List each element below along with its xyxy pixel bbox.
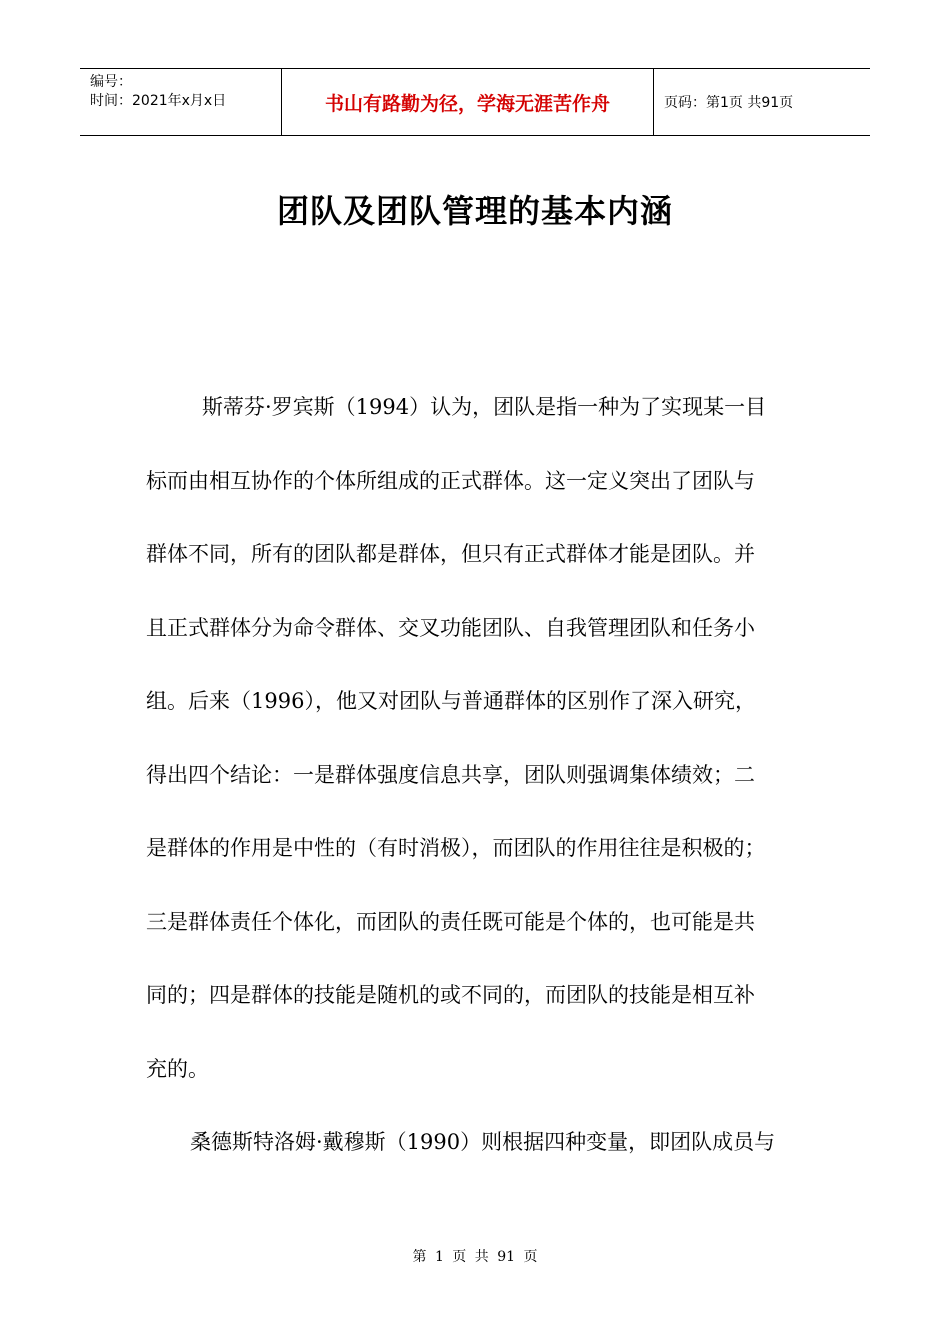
header-page-cell	[654, 69, 870, 135]
paragraph-1-line: 群体不同，所有的团队都是群体，但只有正式群体才能是团队。并	[146, 542, 755, 566]
paragraph-1-line: 是群体的作用是中性的（有时消极），而团队的作用往往是积极的；	[146, 836, 766, 860]
paragraph-1-line: 充的。	[146, 1056, 209, 1081]
header-motto: 书山有路勤为径，学海无涯苦作舟	[324, 92, 610, 115]
paragraph-1-line: 斯蒂芬·罗宾斯（1994）认为，团队是指一种为了实现某一目	[202, 395, 767, 419]
document-title: 团队及团队管理的基本内涵	[276, 192, 673, 230]
document-body	[146, 371, 808, 1180]
header-meta-cell	[80, 69, 282, 135]
document-number-label: 编号：	[90, 74, 132, 90]
paragraph-1-line: 三是群体责任个体化，而团队的责任既可能是个体的，也可能是共	[146, 909, 755, 934]
paragraph-2-line: 桑德斯特洛姆·戴穆斯（1990）则根据四种变量，即团队成员与	[190, 1130, 776, 1154]
paragraph-1-line: 且正式群体分为命令群体、交叉功能团队、自我管理团队和任务小	[146, 615, 755, 640]
header-motto-cell	[282, 69, 654, 135]
paragraph-1-line: 同的；四是群体的技能是随机的或不同的，而团队的技能是相互补	[146, 983, 755, 1007]
header-page-info: 页码：第1页 共91页	[664, 95, 794, 111]
paragraph-1-line: 组。后来（1996），他又对团队与普通群体的区别作了深入研究，	[146, 689, 756, 713]
page-footer: 第 1 页 共 91 页	[412, 1249, 538, 1265]
paragraph-1-line: 得出四个结论：一是群体强度信息共享，团队则强调集体绩效；二	[146, 762, 755, 787]
page-header	[80, 68, 870, 136]
paragraph-1-line: 标而由相互协作的个体所组成的正式群体。这一定义突出了团队与	[146, 468, 755, 493]
document-date-label: 时间：2021年x月x日	[90, 93, 227, 109]
